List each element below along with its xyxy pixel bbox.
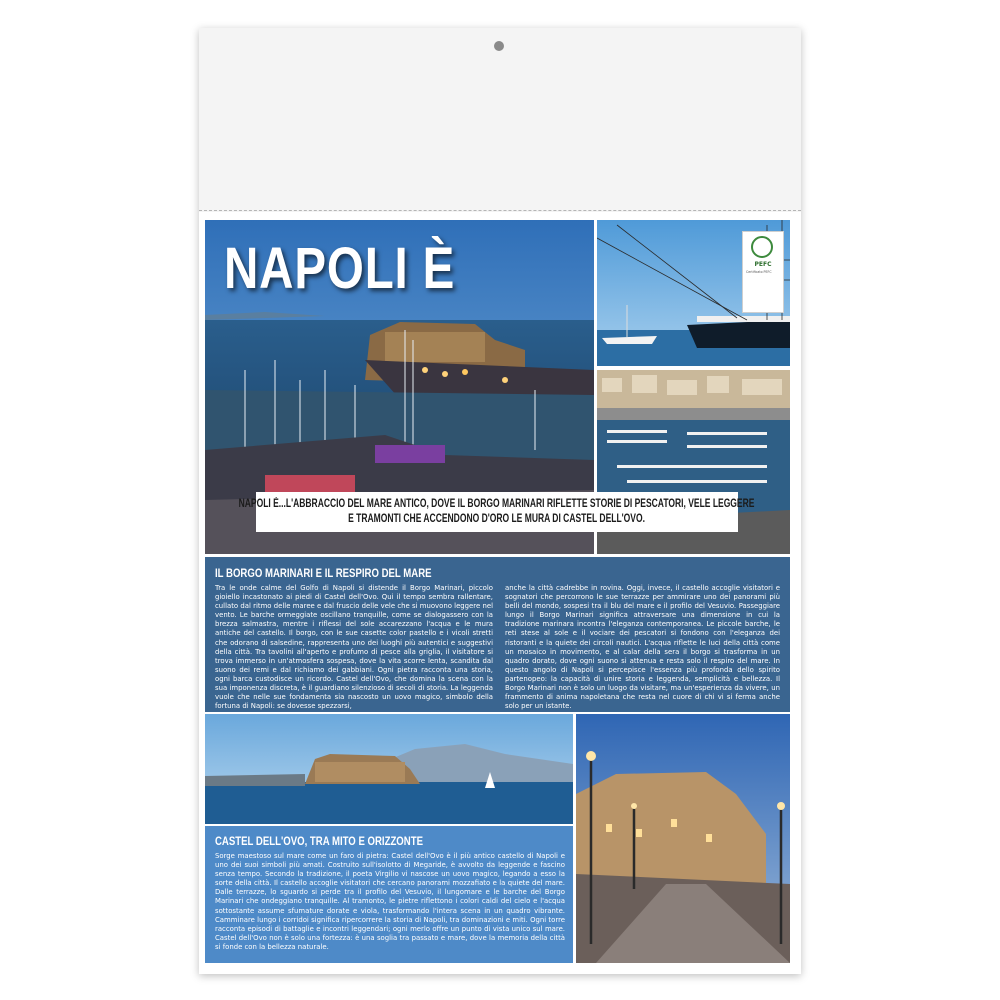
pefc-label: PEFC <box>754 261 772 268</box>
perforation-line <box>199 210 801 211</box>
pefc-badge <box>742 231 784 313</box>
pefc-cert-text: Certificato PEFC <box>746 270 772 274</box>
hero-caption-box <box>239 492 755 532</box>
castel-dell-ovo-evening-photo <box>576 714 790 963</box>
pefc-logo-icon <box>751 236 773 258</box>
caption-line-2: E TRAMONTI CHE ACCENDONO D'ORO LE MURA DI CASTEL DELL'OVO. <box>348 513 646 525</box>
section1-heading: IL BORGO MARINARI E IL RESPIRO DEL MARE <box>215 566 432 580</box>
section1-column-2: anche la città cadrebbe in rovina. Oggi, invece, il castello accoglie visitatori e sognatori che percorrono le sue terrazze per ammirare uno dei panorami più belli del mondo, sospesi tra il blu del mare e il profilo del Vesuvio. Passeggiare lungo il Borgo Marinari significa attraversare una dimensione in cui la tradizione marinara incontra l'eleganza contemporanea. Le piccole barche, le reti stese al sole e il vociare dei pescatori si fondono con l'eleganza dei ristoranti e la quiete dei circoli nautici. L'acqua riflette le luci della città come un mosaico in movimento, e al calar della sera il borgo si trasforma in un quadro dorato, dove ogni suono si attenua e resta solo il respiro del mare. In questo angolo di Napoli si percepisce l'essenza più profonda dello spirito partenopeo: la capacità di unire storia e leggenda, semplicità e bellezza. Il Borgo Marinari non è solo un luogo da visitare, ma un'esperienza da vivere, un frammento di anima napoletana che resta nel cuore di chi vi si ferma anche solo per un istante. <box>505 584 780 711</box>
hanging-hole <box>494 41 504 51</box>
section2-body: Sorge maestoso sul mare come un faro di pietra: Castel dell'Ovo è il più antico castello di Napoli e uno dei suoi simboli più amati. Costruito sull'isolotto di Megaride, è avvolto da leggende e fascino senza tempo. Secondo la tradizione, il poeta Virgilio vi nascose un uovo magico, legando a esso la sorte della città. Il castello accoglie visitatori che cercano panorami mozzafiato e la quiete del mare. Dalle terrazze, lo sguardo si perde tra il profilo del Vesuvio, il lungomare e le barche del Borgo Marinari che ondeggiano tranquille. Al tramonto, le pietre riflettono i colori caldi del cielo e l'acqua sottostante assume sfumature dorate e viola, trasformando l'intera scena in un quadro vibrante. Camminare lungo i corridoi significa ripercorrere la storia di Napoli, tra dominazioni e miti. Ogni torre racconta episodi di battaglie e incontri leggendari; ogni merlo offre un punto di vista unico sul mare. Castel dell'Ovo non è solo una fortezza: è una soglia tra passato e mare, dove la memoria della città si fonde con la bellezza naturale. <box>215 852 565 951</box>
page-title: NAPOLI È <box>224 236 456 301</box>
caption-line-1: NAPOLI È...L'ABBRACCIO DEL MARE ANTICO, DOVE IL BORGO MARINARI RIFLETTE STORIE DI PESCATORI, VELE LEGGERE <box>239 498 755 510</box>
section2-heading: CASTEL DELL'OVO, TRA MITO E ORIZZONTE <box>215 834 423 848</box>
castel-dell-ovo-sea-photo <box>205 714 573 824</box>
section1-column-1: Tra le onde calme del Golfo di Napoli si distende il Borgo Marinari, piccolo gioiello incastonato ai piedi di Castel dell'Ovo. Qui il tempo sembra rallentare, cullato dal ritmo delle maree e dal fruscio delle vele che si muovono leggere nel vento. Le barche ormeggiate oscillano tranquille, come se dialogassero con la brezza salmastra, mentre i riflessi del sole accarezzano l'acqua e le mura antiche del castello. Il borgo, con le sue casette color pastello e i vicoli stretti che odorano di salsedine, rappresenta uno dei luoghi più autentici e suggestivi della città. Tra tavolini all'aperto e profumo di pesce alla griglia, il visitatore si trova immerso in un'atmosfera sospesa, dove la vita scorre lenta, scandita dal suono dei remi e dal richiamo dei gabbiani. Ogni pietra racconta una storia, ogni barca custodisce un ricordo. Castel dell'Ovo, che domina la scena con la sua imponenza discreta, è il guardiano silenzioso di secoli di storia. La leggenda vuole che nelle sue fondamenta sia nascosto un uovo magico, simbolo della fortuna di Napoli: se dovesse spezzarsi, <box>215 584 493 711</box>
